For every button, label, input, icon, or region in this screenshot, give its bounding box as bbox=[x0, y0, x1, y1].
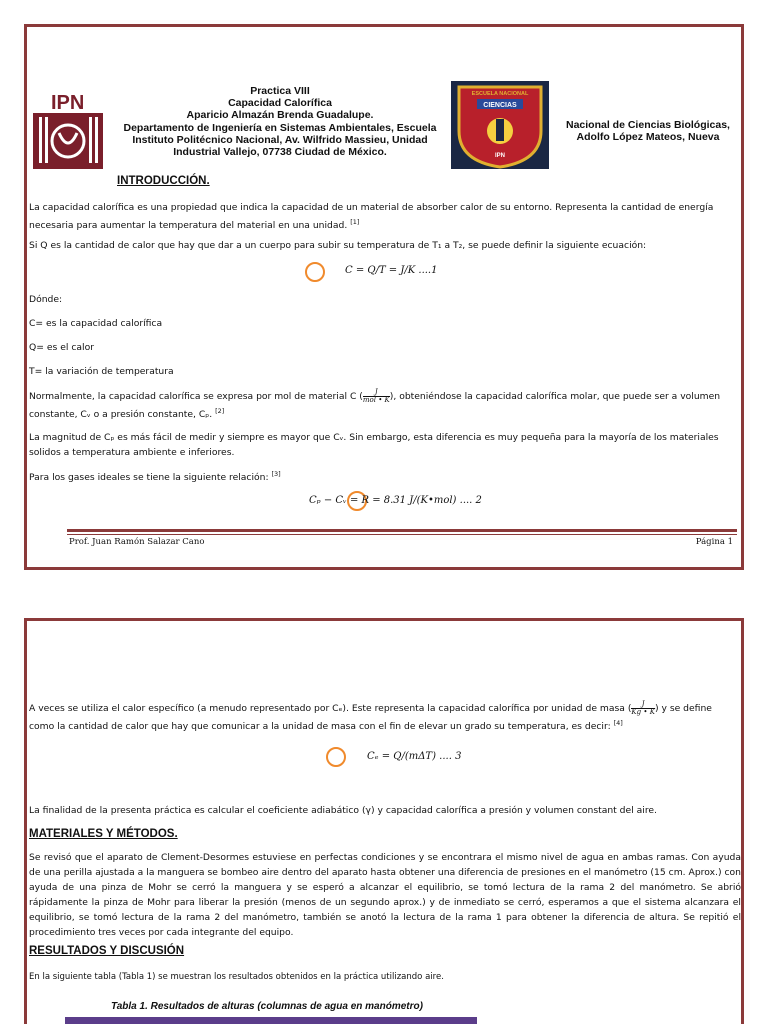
results-heading: RESULTADOS Y DISCUSIÓN bbox=[29, 945, 185, 957]
ipn-logo bbox=[29, 83, 107, 171]
intro-paragraph-4: La magnitud de Cₚ es más fácil de medir y siempre es mayor que Cᵥ. Sin embargo, esta diferencia es muy pequeña para la mayoría de los materiales solidos a temperatura ambiente e inferiores. bbox=[29, 432, 719, 458]
ref-1: [1] bbox=[350, 218, 360, 226]
ref-2: [2] bbox=[215, 407, 225, 415]
intro-paragraph-3-b: ), obteniéndose la capacidad calorífica molar, que puede ser a volumen bbox=[389, 391, 721, 402]
ref-3: [3] bbox=[271, 470, 281, 478]
encb-logo bbox=[451, 81, 549, 169]
definition-t: T= la variación de temperatura bbox=[29, 366, 174, 377]
donde-label: Dónde: bbox=[29, 294, 63, 305]
intro-paragraph-1 bbox=[29, 200, 741, 233]
intro-paragraph-3 bbox=[29, 389, 741, 422]
fraction-numerator-2: J bbox=[631, 701, 655, 709]
intro-paragraph-1-text: La capacidad calorífica es una propiedad que indica la capacidad de un material de absorber calor de su entorno. Representa la cantidad de energía necesaria para aumentar la temperatura del material en una unidad. bbox=[29, 202, 714, 232]
intro-paragraph-3-c: constante, Cᵥ o a presión constante, Cₚ. bbox=[29, 409, 213, 421]
page2-paragraph-2: La finalidad de la presenta práctica es calcular el coeficiente adiabático (γ) y capacidad calorífica a presión y volumen constant del aire. bbox=[29, 805, 657, 816]
ref-4: [4] bbox=[613, 719, 623, 727]
page2-paragraph-1-b: ) y se define bbox=[654, 703, 712, 714]
footer-author: Prof. Juan Ramón Salazar Cano bbox=[69, 537, 205, 547]
practice-title: Practica VIII bbox=[250, 85, 310, 97]
document-page-1 bbox=[24, 24, 744, 570]
encb-logo-top-text: ESCUELA NACIONAL bbox=[471, 91, 529, 97]
fraction-denominator: mol • K bbox=[362, 396, 390, 404]
affiliation-right bbox=[553, 119, 743, 143]
footer-page-number: Página 1 bbox=[695, 537, 733, 547]
document-page-2 bbox=[24, 618, 744, 1024]
practice-subtitle: Capacidad Calorífica bbox=[228, 97, 332, 110]
affiliation-line-3: Industrial Vallejo, 07738 Ciudad de México. bbox=[173, 146, 387, 159]
definition-q: Q= es el calor bbox=[29, 342, 94, 353]
footer-rule-thick bbox=[67, 529, 737, 532]
fraction-numerator: J bbox=[363, 389, 390, 397]
affiliation-line-1: Departamento de Ingeniería en Sistemas Ambientales, Escuela bbox=[123, 121, 437, 134]
intro-paragraph-5-text: Para los gases ideales se tiene la siguiente relación: bbox=[29, 472, 269, 484]
table-header-strip bbox=[65, 1017, 477, 1024]
encb-logo-text: CIENCIAS bbox=[483, 102, 517, 109]
materials-paragraph: Se revisó que el aparato de Clement-Desormes estuviese en perfectas condiciones y se encontrara el mismo nivel de agua en ambas ramas. Con ayuda de una perilla ajustada a la manguera se bombeo aire dentro del aparato hasta obtener una diferencia de presiones en el manómetro (15 cm. Aprox.) con ayuda de una pinza de Mohr se cerró la manguera y se esperó a alcanzar el equilibrio, se tomó lectura de la rama 2 del manómetro. Se abrió rápidamente la pinza de Mohr para liberar la presión (menos de un segundo aprox.) y de inmediato se cerró, esperamos a que el sistema alcanzara el equilibrio, se tomó lectura de la rama 2 del manómetro, también se anotó la lectura de la rama 1 para obtener la diferencia de altura. Se repitió el procedimiento tres veces por cada integrante del equipo. bbox=[29, 852, 741, 938]
intro-paragraph-3-a: Normalmente, la capacidad calorífica se expresa por mol de material C ( bbox=[29, 391, 363, 402]
results-paragraph: En la siguiente tabla (Tabla 1) se muestran los resultados obtenidos en la práctica utilizando aire. bbox=[29, 972, 444, 982]
author-name: Aparicio Almazán Brenda Guadalupe. bbox=[186, 109, 374, 122]
equation-3: Cₑ = Q/(mΔT) .... 3 bbox=[367, 751, 462, 762]
affiliation-line-2: Instituto Politécnico Nacional, Av. Wilfrido Massieu, Unidad bbox=[132, 133, 428, 146]
materials-heading: MATERIALES Y MÉTODOS. bbox=[29, 828, 178, 840]
intro-heading: INTRODUCCIÓN. bbox=[117, 175, 210, 187]
equation-2: Cₚ − Cᵥ = R = 8.31 J/(K•mol) .... 2 bbox=[309, 495, 482, 506]
page2-paragraph-1-a: A veces se utiliza el calor específico (a menudo representado por Cₑ). Este representa la capacidad calorífica por unidad de masa ( bbox=[29, 703, 632, 714]
footer-rule-thin bbox=[67, 534, 737, 535]
encb-logo-bottom-text: IPN bbox=[494, 153, 506, 159]
page2-paragraph-1 bbox=[29, 701, 741, 734]
equation-1: C = Q/T = J/K ....1 bbox=[345, 265, 438, 276]
definition-c: C= es la capacidad calorífica bbox=[29, 318, 163, 329]
highlight-circle-3 bbox=[326, 747, 346, 767]
table-caption: Tabla 1. Resultados de alturas (columnas de agua en manómetro) bbox=[111, 1001, 423, 1012]
affiliation-right-line-1: Nacional de Ciencias Biológicas, bbox=[566, 119, 730, 131]
highlight-circle-1 bbox=[305, 262, 325, 282]
intro-paragraph-2: Si Q es la cantidad de calor que hay que dar a un cuerpo para subir su temperatura de T₁ a T₂, se puede definir la siguiente ecuación: bbox=[29, 240, 647, 251]
page2-paragraph-1-c: como la cantidad de calor que hay que comunicar a la unidad de masa con el fin de elevar un grado su temperatura, es decir: bbox=[29, 721, 611, 733]
affiliation-right-line-2: Adolfo López Mateos, Nueva bbox=[576, 131, 720, 144]
fraction-denominator-2: Kg • K bbox=[631, 708, 655, 716]
intro-paragraph-5 bbox=[29, 467, 281, 485]
svg-text:IPN: IPN bbox=[51, 92, 85, 114]
document-header bbox=[115, 85, 445, 158]
